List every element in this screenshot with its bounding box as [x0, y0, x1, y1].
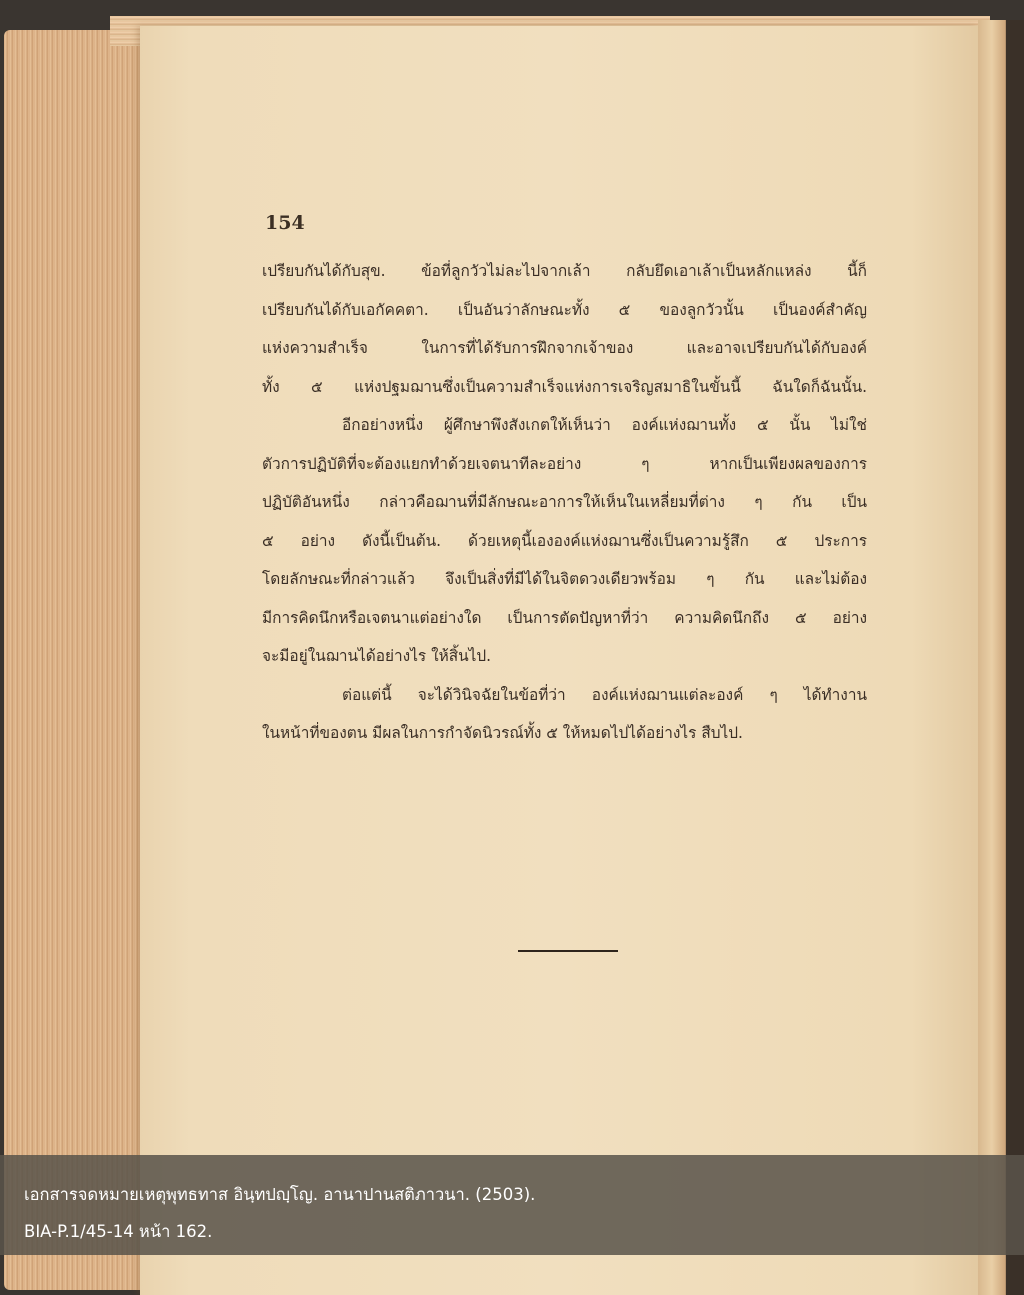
- text-line: เปรียบกันได้กับเอกัคคตา. เป็นอันว่าลักษณะทั้ง ๕ ของลูกวัวนั้น เป็นองค์สำคัญ: [262, 300, 867, 319]
- text-line: ทั้ง ๕ แห่งปฐมฌานซึ่งเป็นความสำเร็จแห่งการเจริญสมาธิในขั้นนี้ ฉันใดก็ฉันนั้น.: [262, 377, 867, 396]
- text-line: ต่อแต่นี้ จะได้วินิจฉัยในข้อที่ว่า องค์แห่งฌานแต่ละองค์ ๆ ได้ทำงาน: [342, 685, 867, 704]
- page-edges-stack: [4, 30, 154, 1290]
- text-line: เปรียบกันได้กับสุข. ข้อที่ลูกวัวไม่ละไปจากเล้า กลับยึดเอาเล้าเป็นหลักแหล่ง นี้ก็: [262, 262, 867, 280]
- text-line: อีกอย่างหนึ่ง ผู้ศึกษาพึงสังเกตให้เห็นว่า องค์แห่งฌานทั้ง ๕ นั้น ไม่ใช่: [342, 416, 867, 434]
- page-number: 154: [265, 212, 305, 234]
- text-line: โดยลักษณะที่กล่าวแล้ว จึงเป็นสิ่งที่มีได้ในจิตดวงเดียวพร้อม ๆ กัน และไม่ต้อง: [262, 570, 867, 588]
- text-line: ในหน้าที่ของตน มีผลในการกำจัดนิวรณ์ทั้ง ๕ ให้หมดไปได้อย่างไร สืบไป.: [262, 724, 743, 742]
- body-text: [262, 252, 867, 753]
- text-line: มีการคิดนึกหรือเจตนาแต่อย่างใด เป็นการตัดปัญหาที่ว่า ความคิดนึกถึง ๕ อย่าง: [262, 608, 867, 627]
- caption-reference: BIA-P.1/45-14 หน้า 162.: [24, 1222, 213, 1241]
- text-line: ปฏิบัติอันหนึ่ง กล่าวคือฌานที่มีลักษณะอาการให้เห็นในเหลี่ยมที่ต่าง ๆ กัน เป็น: [262, 493, 867, 511]
- text-line: ๕ อย่าง ดังนี้เป็นต้น. ด้วยเหตุนี้เององค์แห่งฌานซึ่งเป็นความรู้สึก ๕ ประการ: [262, 531, 867, 550]
- section-divider: [518, 950, 618, 952]
- caption-source: เอกสารจดหมายเหตุพุทธทาส อินฺทปญฺโญ. อานาปานสติภาวนา. (2503).: [24, 1185, 536, 1204]
- text-line: แห่งความสำเร็จ ในการที่ได้รับการฝึกจากเจ้าของ และอาจเปรียบกันได้กับองค์: [262, 339, 867, 357]
- facing-page-edge: [978, 20, 1024, 1295]
- text-line: ตัวการปฏิบัติที่จะต้องแยกทำด้วยเจตนาทีละอย่าง ๆ หากเป็นเพียงผลของการ: [262, 454, 867, 473]
- text-line: จะมีอยู่ในฌานได้อย่างไร ให้สิ้นไป.: [262, 647, 492, 665]
